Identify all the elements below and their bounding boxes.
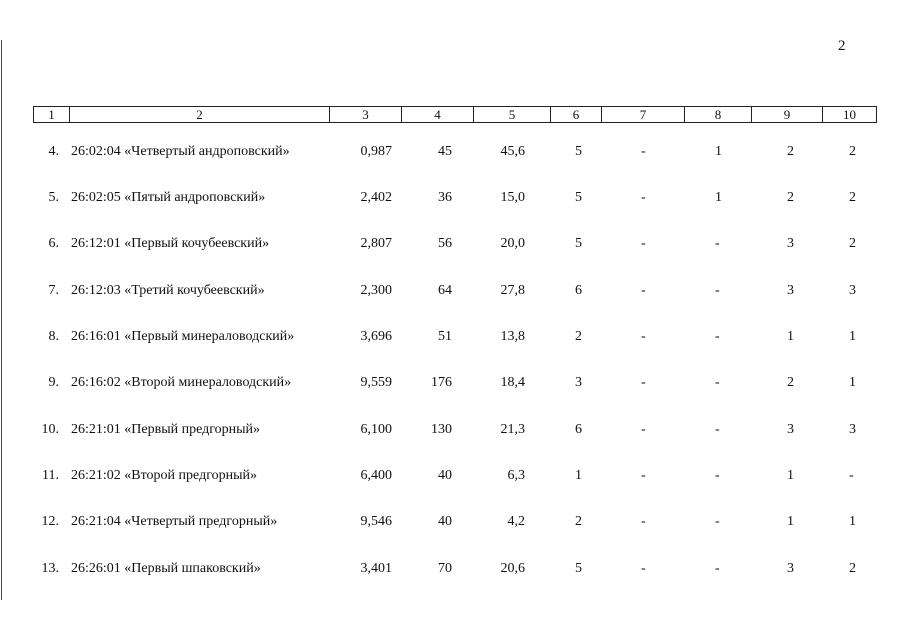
area-name: 26:26:01 «Первый шпаковский» bbox=[71, 561, 261, 576]
table-row bbox=[0, 466, 905, 486]
cell-col9: 3 bbox=[787, 561, 794, 576]
cell-col3: 9,559 bbox=[360, 375, 392, 390]
cell-col8: - bbox=[715, 514, 720, 529]
area-name: 26:16:01 «Первый минераловодский» bbox=[71, 329, 295, 344]
area-name: 26:12:01 «Первый кочубеевский» bbox=[71, 236, 270, 251]
cell-col5: 21,3 bbox=[500, 422, 525, 437]
cell-col4: 40 bbox=[438, 514, 452, 529]
cell-col4: 40 bbox=[438, 468, 452, 483]
header-cell: 4 bbox=[402, 107, 474, 123]
area-name: 26:02:04 «Четвертый андроповский» bbox=[71, 144, 290, 159]
cell-col8: - bbox=[715, 561, 720, 576]
header-cell: 3 bbox=[330, 107, 402, 123]
cell-col6: 2 bbox=[575, 329, 582, 344]
cell-col7: - bbox=[641, 236, 646, 251]
column-header-table bbox=[33, 106, 877, 123]
table-row bbox=[0, 512, 905, 532]
cell-col6: 6 bbox=[575, 283, 582, 298]
area-name: 26:12:03 «Третий кочубеевский» bbox=[71, 283, 265, 298]
header-cell: 8 bbox=[685, 107, 752, 123]
row-number: 11. bbox=[42, 468, 59, 483]
area-name: 26:21:04 «Четвертый предгорный» bbox=[71, 514, 278, 529]
cell-col4: 45 bbox=[438, 144, 452, 159]
cell-col6: 5 bbox=[575, 561, 582, 576]
cell-col4: 130 bbox=[431, 422, 452, 437]
table-row bbox=[0, 234, 905, 254]
cell-col9: 3 bbox=[787, 236, 794, 251]
cell-col5: 20,0 bbox=[500, 236, 525, 251]
cell-col10: 2 bbox=[849, 236, 856, 251]
cell-col9: 1 bbox=[787, 468, 794, 483]
cell-col4: 56 bbox=[438, 236, 452, 251]
cell-col7: - bbox=[641, 422, 646, 437]
cell-col7: - bbox=[641, 329, 646, 344]
cell-col5: 45,6 bbox=[500, 144, 525, 159]
cell-col7: - bbox=[641, 283, 646, 298]
cell-col8: - bbox=[715, 422, 720, 437]
cell-col5: 13,8 bbox=[500, 329, 525, 344]
cell-col10: 2 bbox=[849, 144, 856, 159]
cell-col7: - bbox=[641, 375, 646, 390]
cell-col5: 27,8 bbox=[500, 283, 525, 298]
page-number: 2 bbox=[838, 38, 846, 54]
cell-col10: 3 bbox=[849, 422, 856, 437]
header-cell: 1 bbox=[34, 107, 70, 123]
header-cell: 9 bbox=[752, 107, 823, 123]
table-row bbox=[0, 281, 905, 301]
row-number: 8. bbox=[48, 329, 59, 344]
row-number: 9. bbox=[48, 375, 59, 390]
cell-col4: 36 bbox=[438, 190, 452, 205]
row-number: 7. bbox=[48, 283, 59, 298]
cell-col8: - bbox=[715, 375, 720, 390]
cell-col6: 3 bbox=[575, 375, 582, 390]
header-cell: 5 bbox=[474, 107, 551, 123]
area-name: 26:16:02 «Второй минераловодский» bbox=[71, 375, 292, 390]
header-cell: 2 bbox=[70, 107, 330, 123]
cell-col9: 2 bbox=[787, 375, 794, 390]
cell-col9: 1 bbox=[787, 514, 794, 529]
row-number: 4. bbox=[48, 144, 59, 159]
cell-col6: 1 bbox=[575, 468, 582, 483]
cell-col10: 1 bbox=[849, 375, 856, 390]
header-row bbox=[34, 107, 877, 123]
cell-col9: 3 bbox=[787, 283, 794, 298]
cell-col6: 2 bbox=[575, 514, 582, 529]
cell-col10: 2 bbox=[849, 190, 856, 205]
cell-col10: 3 bbox=[849, 283, 856, 298]
cell-col9: 1 bbox=[787, 329, 794, 344]
cell-col7: - bbox=[641, 561, 646, 576]
cell-col10: - bbox=[849, 468, 854, 483]
table-row bbox=[0, 142, 905, 162]
row-number: 13. bbox=[41, 561, 59, 576]
row-number: 5. bbox=[48, 190, 59, 205]
cell-col8: - bbox=[715, 329, 720, 344]
cell-col3: 9,546 bbox=[360, 514, 392, 529]
cell-col5: 20,6 bbox=[500, 561, 525, 576]
cell-col4: 51 bbox=[438, 329, 452, 344]
cell-col3: 6,100 bbox=[360, 422, 392, 437]
cell-col6: 5 bbox=[575, 190, 582, 205]
cell-col9: 2 bbox=[787, 144, 794, 159]
cell-col8: - bbox=[715, 236, 720, 251]
cell-col8: - bbox=[715, 283, 720, 298]
row-number: 10. bbox=[41, 422, 59, 437]
cell-col10: 1 bbox=[849, 329, 856, 344]
cell-col9: 3 bbox=[787, 422, 794, 437]
cell-col4: 176 bbox=[431, 375, 452, 390]
cell-col7: - bbox=[641, 514, 646, 529]
cell-col8: 1 bbox=[715, 190, 722, 205]
cell-col8: 1 bbox=[715, 144, 722, 159]
header-cell: 10 bbox=[823, 107, 877, 123]
table-row bbox=[0, 420, 905, 440]
table-row bbox=[0, 373, 905, 393]
table-row bbox=[0, 327, 905, 347]
cell-col4: 70 bbox=[438, 561, 452, 576]
cell-col3: 3,696 bbox=[360, 329, 392, 344]
area-name: 26:21:02 «Второй предгорный» bbox=[71, 468, 257, 483]
cell-col6: 6 bbox=[575, 422, 582, 437]
cell-col6: 5 bbox=[575, 236, 582, 251]
cell-col5: 18,4 bbox=[500, 375, 525, 390]
cell-col5: 4,2 bbox=[507, 514, 525, 529]
row-number: 6. bbox=[48, 236, 59, 251]
cell-col10: 2 bbox=[849, 561, 856, 576]
cell-col3: 6,400 bbox=[360, 468, 392, 483]
cell-col9: 2 bbox=[787, 190, 794, 205]
cell-col3: 2,300 bbox=[360, 283, 392, 298]
cell-col3: 0,987 bbox=[360, 144, 392, 159]
header-cell: 6 bbox=[551, 107, 602, 123]
cell-col10: 1 bbox=[849, 514, 856, 529]
row-number: 12. bbox=[41, 514, 59, 529]
cell-col7: - bbox=[641, 190, 646, 205]
cell-col8: - bbox=[715, 468, 720, 483]
cell-col3: 2,402 bbox=[360, 190, 392, 205]
table-row bbox=[0, 188, 905, 208]
cell-col5: 15,0 bbox=[500, 190, 525, 205]
cell-col6: 5 bbox=[575, 144, 582, 159]
table-row bbox=[0, 559, 905, 579]
cell-col7: - bbox=[641, 468, 646, 483]
area-name: 26:02:05 «Пятый андроповский» bbox=[71, 190, 266, 205]
cell-col5: 6,3 bbox=[507, 468, 525, 483]
cell-col3: 2,807 bbox=[360, 236, 392, 251]
area-name: 26:21:01 «Первый предгорный» bbox=[71, 422, 261, 437]
cell-col7: - bbox=[641, 144, 646, 159]
cell-col3: 3,401 bbox=[360, 561, 392, 576]
cell-col4: 64 bbox=[438, 283, 452, 298]
header-cell: 7 bbox=[602, 107, 685, 123]
